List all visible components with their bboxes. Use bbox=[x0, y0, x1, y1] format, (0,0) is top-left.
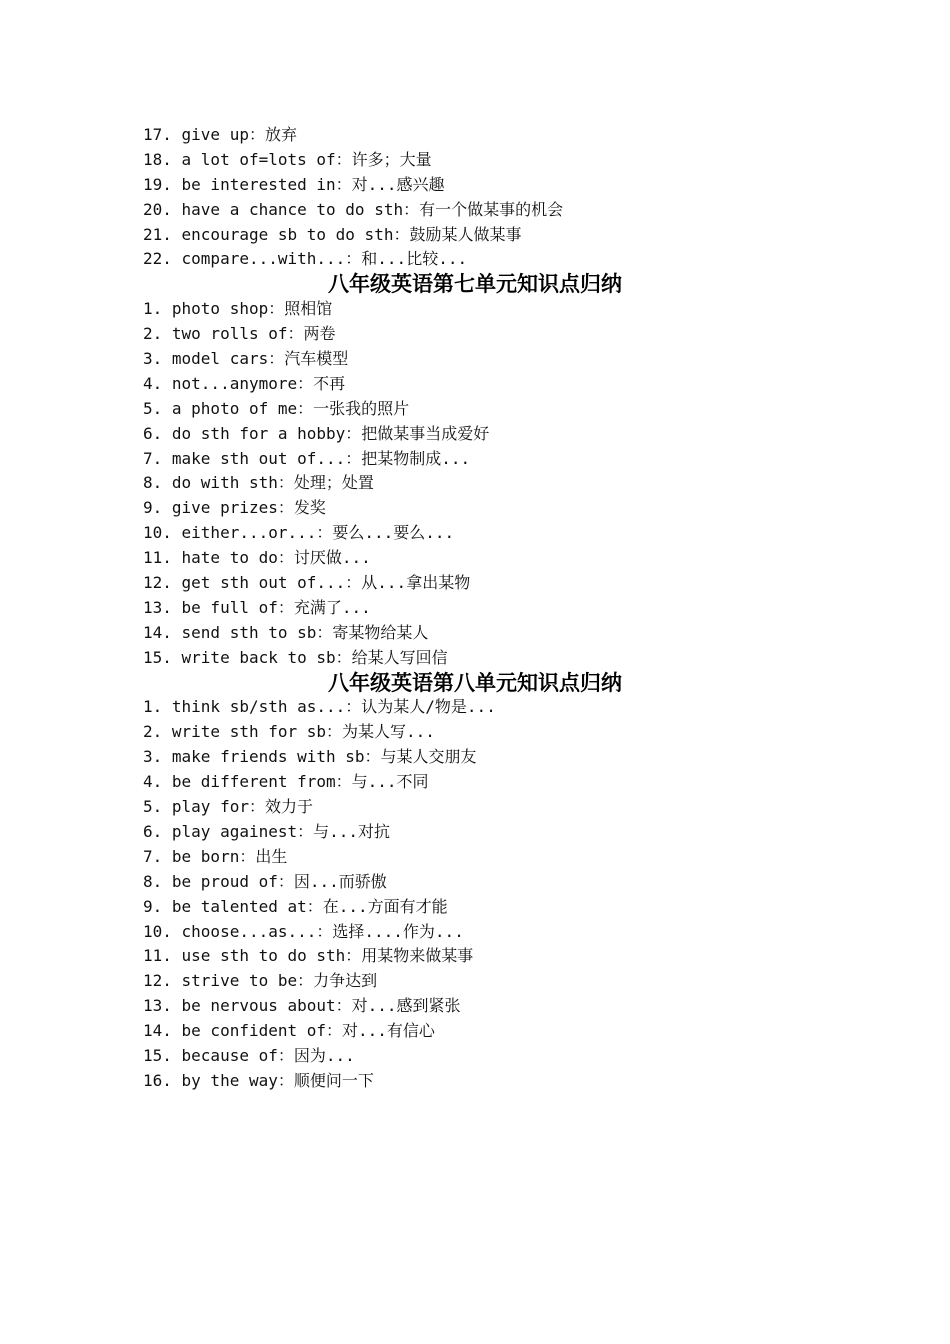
list-item: 6. play againest：与...对抗 bbox=[143, 821, 391, 841]
list-item: 4. be different from：与...不同 bbox=[143, 772, 429, 792]
list-item: 3. model cars：汽车模型 bbox=[143, 349, 349, 369]
page-content bbox=[143, 123, 823, 1094]
list-item: 9. be talented at：在...方面有才能 bbox=[143, 896, 448, 916]
list-item: 9. give prizes：发奖 bbox=[143, 498, 326, 518]
list-item: 1. photo shop：照相馆 bbox=[143, 299, 333, 319]
list-item: 15. write back to sb：给某人写回信 bbox=[143, 647, 448, 667]
list-item: 21. encourage sb to do sth：鼓励某人做某事 bbox=[143, 224, 522, 244]
list-item: 1. think sb/sth as...：认为某人/物是... bbox=[143, 697, 496, 717]
unit8-heading: 八年级英语第八单元知识点归纳 bbox=[328, 669, 622, 695]
list-item: 15. because of：因为... bbox=[143, 1045, 355, 1065]
unit7-heading: 八年级英语第七单元知识点归纳 bbox=[328, 271, 622, 297]
list-item: 2. two rolls of：两卷 bbox=[143, 324, 336, 344]
list-item: 18. a lot of=lots of：许多；大量 bbox=[143, 149, 432, 169]
list-item: 8. be proud of：因...而骄傲 bbox=[143, 871, 387, 891]
list-item: 22. compare...with...：和...比较... bbox=[143, 249, 468, 269]
list-item: 7. make sth out of...：把某物制成... bbox=[143, 448, 471, 468]
list-item: 13. be full of：充满了... bbox=[143, 597, 371, 617]
list-item: 10. either...or...：要么...要么... bbox=[143, 523, 455, 543]
list-item: 8. do with sth：处理；处置 bbox=[143, 473, 374, 493]
list-item: 6. do sth for a hobby：把做某事当成爱好 bbox=[143, 423, 490, 443]
list-item: 11. use sth to do sth：用某物来做某事 bbox=[143, 946, 474, 966]
list-item: 10. choose...as...：选择....作为... bbox=[143, 921, 464, 941]
list-item: 14. be confident of：对...有信心 bbox=[143, 1021, 435, 1041]
list-item: 4. not...anymore：不再 bbox=[143, 373, 346, 393]
unit8-list bbox=[143, 695, 823, 1093]
unit7-list bbox=[143, 297, 823, 670]
list-item: 14. send sth to sb：寄某物给某人 bbox=[143, 622, 429, 642]
list-item: 7. be born：出生 bbox=[143, 846, 288, 866]
list-item: 12. get sth out of...：从...拿出某物 bbox=[143, 573, 471, 593]
list-item: 2. write sth for sb：为某人写... bbox=[143, 722, 435, 742]
list-item: 5. play for：效力于 bbox=[143, 797, 313, 817]
list-item: 17. give up：放弃 bbox=[143, 125, 297, 144]
list-item: 3. make friends with sb：与某人交朋友 bbox=[143, 747, 477, 767]
list-item: 16. by the way：顺便问一下 bbox=[143, 1070, 374, 1090]
list-item: 19. be interested in：对...感兴趣 bbox=[143, 174, 445, 194]
list-item: 12. strive to be：力争达到 bbox=[143, 971, 378, 991]
list-item: 11. hate to do：讨厌做... bbox=[143, 548, 371, 568]
list-item: 20. have a chance to do sth：有一个做某事的机会 bbox=[143, 199, 564, 219]
list-item: 5. a photo of me：一张我的照片 bbox=[143, 398, 410, 418]
section-a-list bbox=[143, 123, 823, 272]
list-item: 13. be nervous about：对...感到紧张 bbox=[143, 996, 461, 1016]
